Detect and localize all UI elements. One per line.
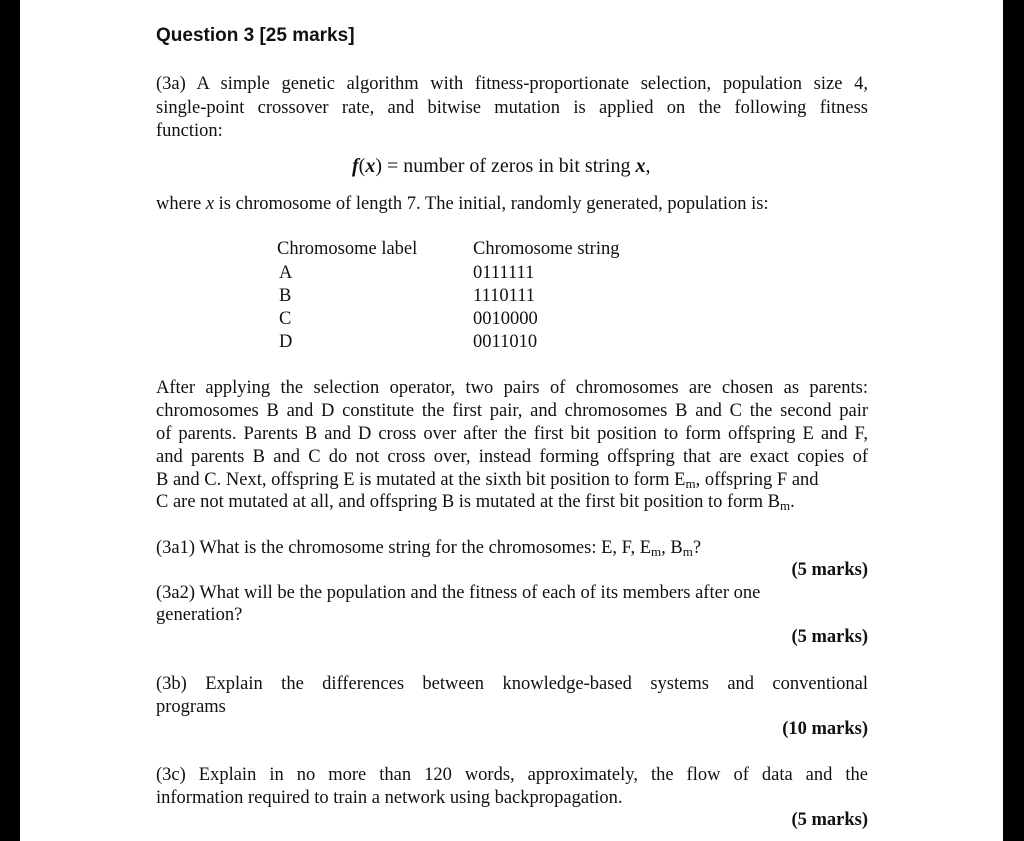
q3a1-question [156,537,701,564]
q3c-line-1: (3c) Explain in no more than 120 words, approximately, the flow of data and the [156,765,868,785]
para-line-6 [156,491,795,518]
para-line-1: After applying the selection operator, two pairs of chromosomes are chosen as parents: [156,378,868,398]
table-row-string: 0111111 [473,263,535,283]
where-post: is chromosome of length 7. The initial, randomly generated, population is: [214,194,769,214]
formula-function-name: f [352,155,359,177]
where-pre: where [156,194,206,214]
table-row-string: 0010000 [473,309,538,329]
para-line-6-sub: m [779,498,791,513]
table-header-string: Chromosome string [473,239,620,259]
para-line-5-sub: m [685,476,696,491]
para-line-3: of parents. Parents B and D cross over after the first bit position to form offspring E and F, [156,424,868,444]
q3a-where-line [156,193,769,216]
q3a2-marks: (5 marks) [791,627,868,647]
question-heading: Question 3 [25 marks] [156,25,355,46]
q3a1-text-a: (3a1) What is the chromosome string for the chromosomes: E, F, E [156,538,652,558]
para-line-5-a: B and C. Next, offspring E is mutated at the sixth bit position to form E [156,470,686,490]
exam-page [20,0,1003,841]
q3a-line-1: (3a) A simple genetic algorithm with fitness-proportionate selection, population size 4, [156,74,868,94]
q3b-marks: (10 marks) [782,719,868,739]
para-line-4: and parents B and C do not cross over, instead forming offspring that are exact copies of [156,447,868,467]
q3a-line-2: single-point crossover rate, and bitwise mutation is applied on the following fitness [156,98,868,118]
q3c-line-2: information required to train a network using backpropagation. [156,788,623,808]
q3a1-sub-1: m [651,544,662,559]
table-row-label: A [279,263,293,283]
table-row-string: 1110111 [473,286,536,306]
q3a2-line-2: generation? [156,605,243,625]
para-line-2: chromosomes B and D constitute the first pair, and chromosomes B and C the second pair [156,401,868,421]
para-line-6-b: . [790,492,795,512]
formula-variable-2: x [635,155,646,177]
q3a1-sub-2: m [682,544,693,559]
table-row-label: C [279,309,292,329]
q3a-line-3: function: [156,121,223,141]
where-var: x [205,194,215,214]
fitness-formula: f(x) = number of zeros in bit string x, [352,155,651,177]
table-header-label: Chromosome label [277,239,418,259]
formula-end: , [645,155,651,177]
table-row-label: B [279,286,292,306]
formula-variable: x [365,155,376,177]
table-row-string: 0011010 [473,332,538,352]
para-line-6-a: C are not mutated at all, and offspring B is mutated at the first bit position to form B [156,492,780,512]
q3c-marks: (5 marks) [791,810,868,830]
q3a1-marks: (5 marks) [791,560,868,580]
formula-rhs: = number of zeros in bit string [387,155,631,177]
q3a2-line-1: (3a2) What will be the population and the fitness of each of its members after one [156,583,761,603]
para-line-5-b: , offspring F and [695,470,819,490]
q3b-line-2: programs [156,697,226,717]
table-row-label: D [279,332,293,352]
q3a1-text-b: , B [661,538,683,558]
q3a1-text-c: ? [692,538,702,558]
q3b-line-1: (3b) Explain the differences between knowledge-based systems and conventional [156,674,868,694]
